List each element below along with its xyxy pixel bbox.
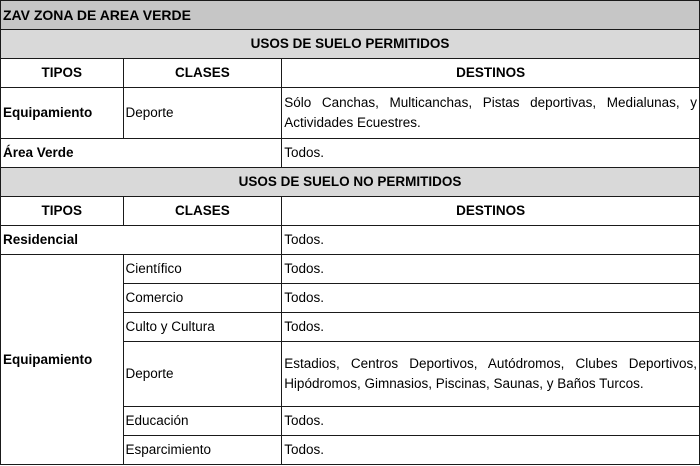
cell-destino: Todos. xyxy=(282,407,700,436)
cell-tipo: Área Verde xyxy=(1,139,282,168)
section-title-permitted: USOS DE SUELO PERMITIDOS xyxy=(1,30,700,59)
cell-tipo: Equipamiento xyxy=(1,88,124,139)
column-header-clases: CLASES xyxy=(123,59,282,88)
column-header-row xyxy=(1,197,700,226)
table-row xyxy=(1,255,700,284)
cell-destino: Todos. xyxy=(282,255,700,284)
cell-clase: Deporte xyxy=(123,342,282,407)
cell-tipo: Residencial xyxy=(1,226,282,255)
column-header-clases: CLASES xyxy=(123,197,282,226)
table-row xyxy=(1,226,700,255)
column-header-tipos: TIPOS xyxy=(1,59,124,88)
column-header-destinos: DESTINOS xyxy=(282,197,700,226)
cell-tipo-equipamiento: Equipamiento xyxy=(1,255,124,465)
cell-destino: Todos. xyxy=(282,313,700,342)
cell-destino: Sólo Canchas, Multicanchas, Pistas deportivas, Medialunas, y Actividades Ecuestres. xyxy=(282,88,700,139)
section-header-not-permitted xyxy=(1,168,700,197)
zone-title: ZAV ZONA DE AREA VERDE xyxy=(1,1,700,30)
cell-clase: Educación xyxy=(123,407,282,436)
cell-destino: Todos. xyxy=(282,284,700,313)
section-title-not-permitted: USOS DE SUELO NO PERMITIDOS xyxy=(1,168,700,197)
cell-clase: Culto y Cultura xyxy=(123,313,282,342)
column-header-row xyxy=(1,59,700,88)
cell-destino: Todos. xyxy=(282,226,700,255)
cell-destino: Estadios, Centros Deportivos, Autódromos, Clubes Deportivos, Hipódromos, Gimnasios, Piscinas, Saunas, y Baños Turcos. xyxy=(282,342,700,407)
column-header-destinos: DESTINOS xyxy=(282,59,700,88)
cell-clase: Comercio xyxy=(123,284,282,313)
cell-clase: Esparcimiento xyxy=(123,436,282,465)
cell-clase: Científico xyxy=(123,255,282,284)
cell-clase: Deporte xyxy=(123,88,282,139)
table-row xyxy=(1,88,700,139)
column-header-tipos: TIPOS xyxy=(1,197,124,226)
title-row xyxy=(1,1,700,30)
cell-destino: Todos. xyxy=(282,139,700,168)
section-header-permitted xyxy=(1,30,700,59)
cell-destino: Todos. xyxy=(282,436,700,465)
table-row xyxy=(1,139,700,168)
